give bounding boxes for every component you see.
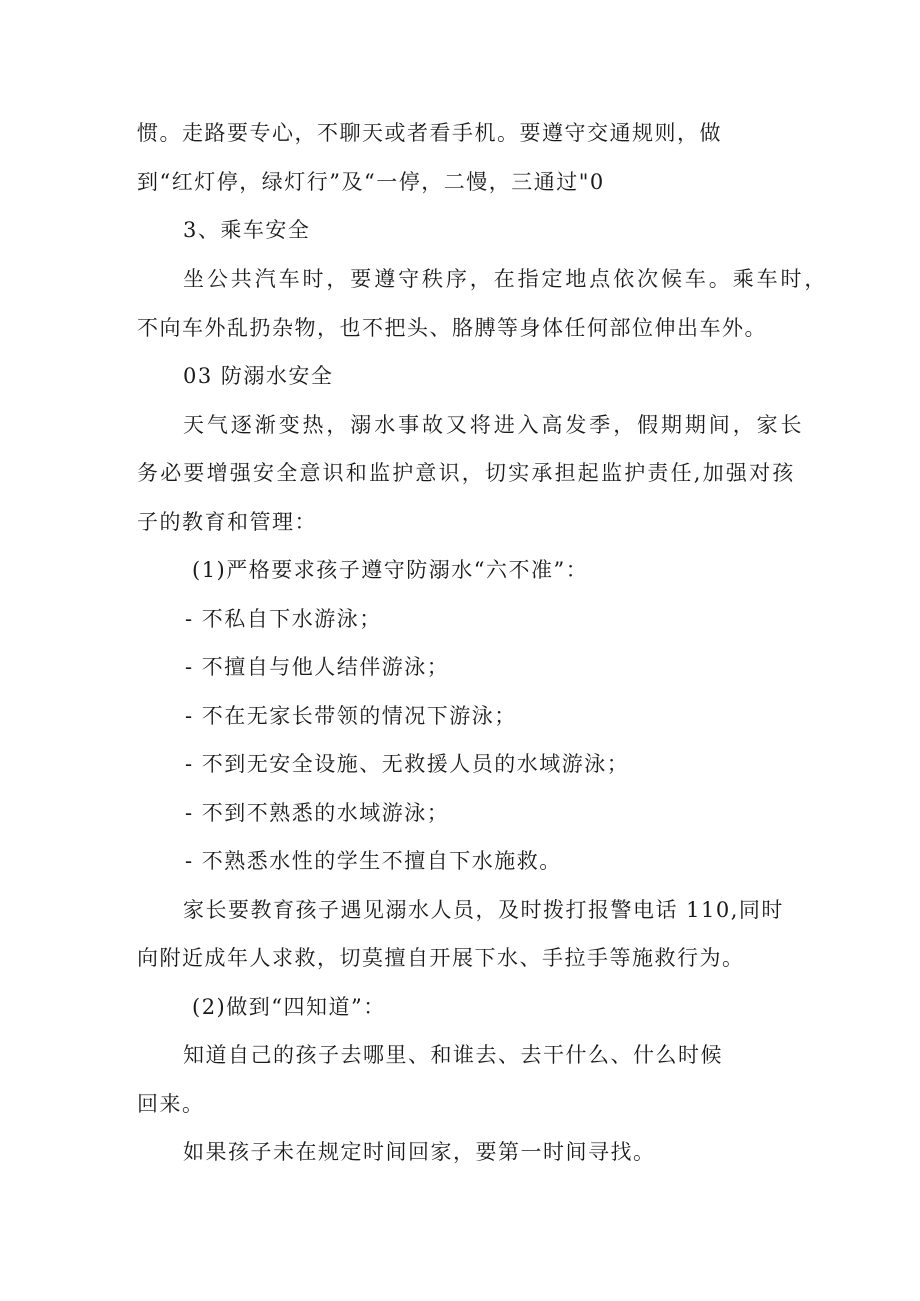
list-item: - 不到不熟悉的水域游泳； xyxy=(185,801,450,825)
paragraph-line: 惯。走路要专心，不聊天或者看手机。要遵守交通规则，做 xyxy=(137,121,722,145)
paragraph-line: 天气逐渐变热，溺水事故又将进入高发季，假期期间，家长 xyxy=(183,413,805,437)
paragraph-line: 家长要教育孩子遇见溺水人员，及时拨打报警电话 110,同时 xyxy=(183,898,784,922)
paragraph-line: 向附近成年人求救，切莫擅自开展下水、手拉手等施救行为。 xyxy=(137,946,745,970)
subsection-heading: (1)严格要求孩子遵守防溺水“六不准”： xyxy=(192,558,589,582)
paragraph-line: 务必要增强安全意识和监护意识，切实承担起监护责任,加强对孩 xyxy=(137,461,796,485)
paragraph-line: 知道自己的孩子去哪里、和谁去、去干什么、什么时候 xyxy=(183,1043,723,1067)
paragraph-line: 到“红灯停，绿灯行”及“一停，二慢，三通过"0 xyxy=(137,170,605,194)
list-item: - 不私自下水游泳； xyxy=(185,607,382,631)
paragraph-line: 如果孩子未在规定时间回家，要第一时间寻找。 xyxy=(183,1140,656,1164)
paragraph-line: 坐公共汽车时，要遵守秩序，在指定地点依次候车。乘车时， xyxy=(183,267,829,291)
paragraph-line: 不向车外乱扔杂物，也不把头、胳膊等身体任何部位伸出车外。 xyxy=(137,316,767,340)
paragraph-line: 回来。 xyxy=(137,1092,205,1116)
section-heading: 3、乘车安全 xyxy=(183,218,311,242)
subsection-heading: (2)做到“四知道”： xyxy=(192,995,386,1019)
list-item: - 不擅自与他人结伴游泳； xyxy=(185,655,450,679)
section-heading: 03 防溺水安全 xyxy=(183,364,334,388)
paragraph-line: 子的教育和管理： xyxy=(137,510,317,534)
list-item: - 不在无家长带领的情况下游泳； xyxy=(185,704,517,728)
list-item: - 不到无安全设施、无救援人员的水域游泳； xyxy=(185,752,630,776)
list-item: - 不熟悉水性的学生不擅自下水施救。 xyxy=(185,849,562,873)
